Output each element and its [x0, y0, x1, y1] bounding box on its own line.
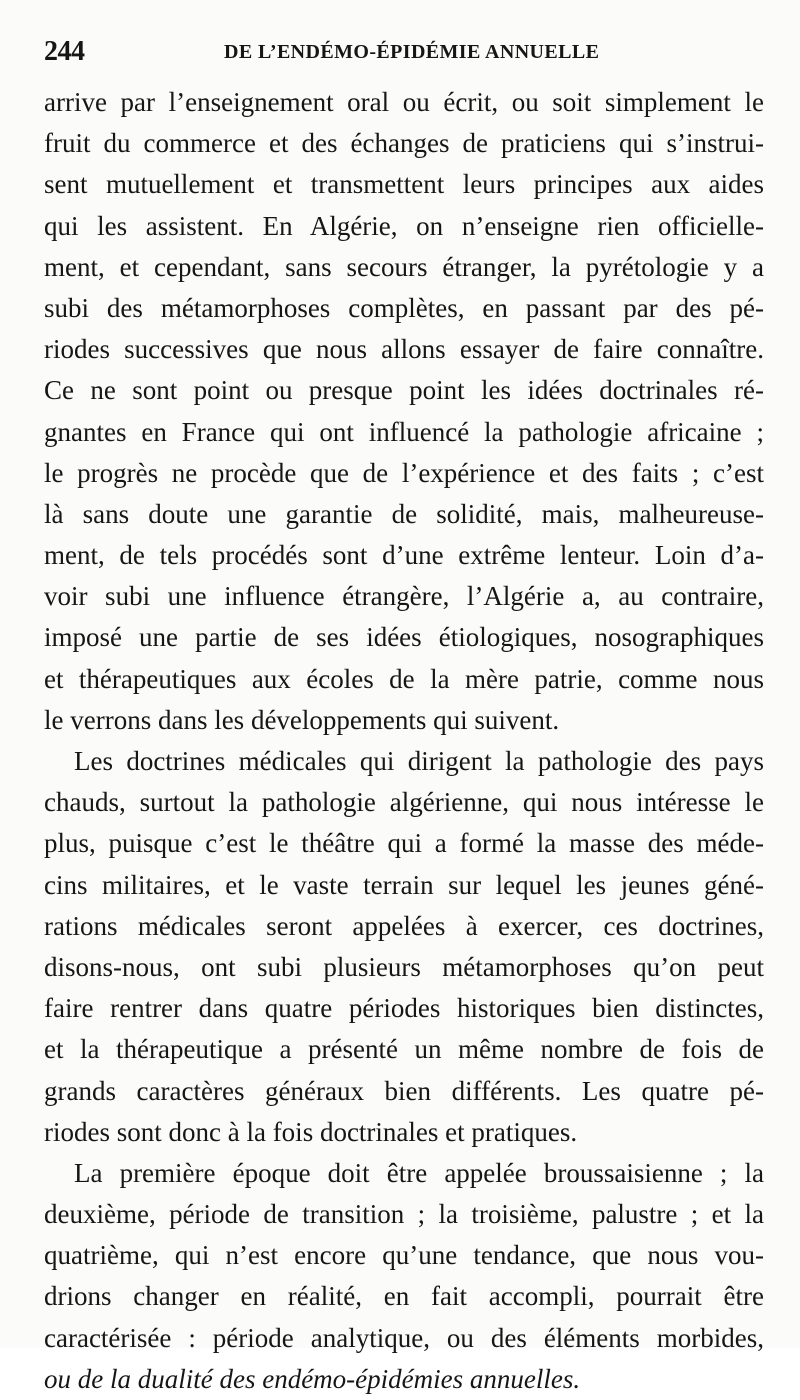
text-line: cins militaires, et le vaste terrain sur lequel les jeunes géné- [44, 869, 764, 900]
text-line: rations médicales seront appelées à exercer, ces doctrines, [44, 910, 764, 941]
page-number: 244 [44, 36, 85, 67]
text-line: La première époque doit être appelée broussaisienne ; la [74, 1157, 764, 1188]
text-line: et la thérapeutique a présenté un même nombre de fois de [44, 1034, 764, 1065]
text-line: là sans doute une garantie de solidité, mais, malheureuse- [44, 498, 764, 529]
text-line: ou de la dualité des endémo-épidémies annuelles. [44, 1363, 581, 1394]
body-text [44, 82, 764, 1400]
text-line: sent mutuellement et transmettent leurs principes aux aides [44, 169, 764, 200]
text-line: subi des métamorphoses complètes, en passant par des pé- [44, 292, 764, 323]
text-line: Ce ne sont point ou presque point les idées doctrinales ré- [44, 375, 764, 406]
text-line: voir subi une influence étrangère, l’Algérie a, au contraire, [44, 581, 764, 612]
text-line: riodes successives que nous allons essayer de faire connaître. [44, 334, 764, 365]
text-line: plus, puisque c’est le théâtre qui a formé la masse des méde- [44, 828, 764, 859]
text-line: faire rentrer dans quatre périodes historiques bien distinctes, [44, 993, 764, 1024]
text-line: drions changer en réalité, en fait accompli, pourrait être [44, 1281, 764, 1312]
running-title: DE L’ENDÉMO-ÉPIDÉMIE ANNUELLE [224, 41, 600, 63]
text-line: fruit du commerce et des échanges de praticiens qui s’instrui- [44, 128, 764, 159]
text-line: disons-nous, ont subi plusieurs métamorphoses qu’on peut [44, 951, 764, 982]
text-line: ment, de tels procédés sont d’une extrême lenteur. Loin d’a- [44, 540, 764, 571]
text-line: deuxième, période de transition ; la troisième, palustre ; et la [44, 1199, 764, 1230]
text-line: chauds, surtout la pathologie algérienne, qui nous intéresse le [44, 787, 764, 818]
text-line: arrive par l’enseignement oral ou écrit, ou soit simplement le [44, 87, 764, 117]
text-line: imposé une partie de ses idées étiologiques, nosographiques [44, 622, 764, 653]
text-line: ment, et cependant, sans secours étranger, la pyrétologie y a [44, 251, 764, 282]
text-line: grands caractères généraux bien différents. Les quatre pé- [44, 1075, 764, 1106]
text-line: Les doctrines médicales qui dirigent la pathologie des pays [74, 746, 764, 776]
text-line: riodes sont donc à la fois doctrinales et pratiques. [44, 1116, 578, 1147]
running-head [44, 36, 764, 70]
text-line: gnantes en France qui ont influencé la pathologie africaine ; [44, 416, 764, 447]
text-line: le progrès ne procède que de l’expérience et des faits ; c’est [44, 457, 764, 488]
text-line: caractérisée : période analytique, ou des éléments morbides, [44, 1322, 764, 1353]
text-line: et thérapeutiques aux écoles de la mère patrie, comme nous [44, 663, 764, 694]
text-line: quatrième, qui n’est encore qu’une tendance, que nous vou- [44, 1240, 764, 1271]
text-line: le verrons dans les développements qui suivent. [44, 704, 560, 735]
text-line: qui les assistent. En Algérie, on n’enseigne rien officielle- [44, 210, 764, 241]
